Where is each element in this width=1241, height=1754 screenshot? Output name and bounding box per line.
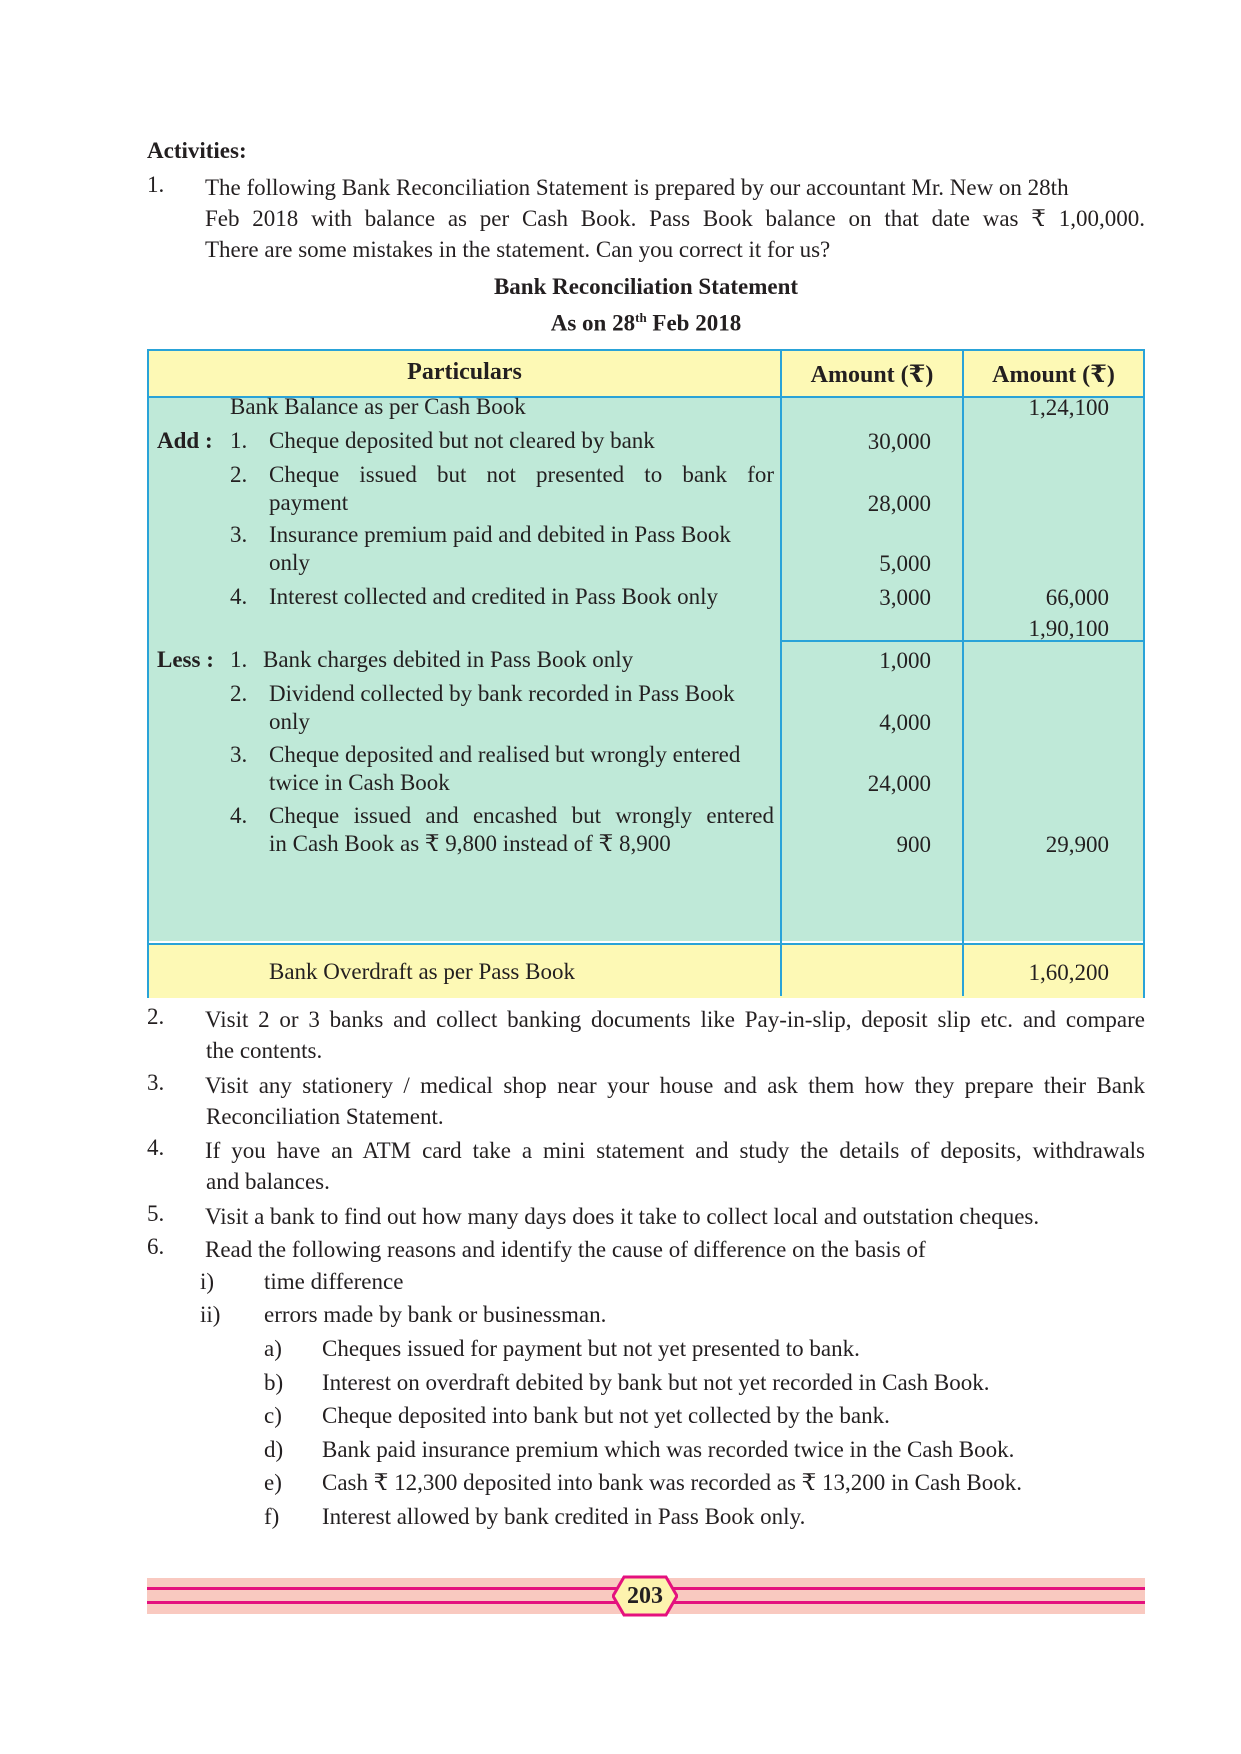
activity-1-line2: Feb 2018 with balance as per Cash Book. Pass Book balance on that date was ₹ 1,00,000. — [205, 206, 1145, 231]
add-item-3-number: 3. — [230, 522, 248, 547]
closing-balance-amount: 1,60,200 — [1028, 960, 1109, 985]
add-item-2-line2: payment — [269, 490, 349, 515]
closing-balance-label: Bank Overdraft as per Pass Book — [269, 959, 575, 984]
less-item-3-number: 3. — [230, 742, 248, 767]
activity-1-line3-wrap — [205, 234, 1145, 265]
add-item-2-amount: 28,000 — [867, 491, 931, 516]
reason-a-number: a) — [264, 1336, 282, 1361]
add-item-4-amount: 3,000 — [879, 585, 931, 610]
reason-e-number: e) — [264, 1470, 282, 1495]
add-item-3-line2: only — [269, 550, 310, 575]
activity-1-line1: The following Bank Reconciliation Statement is prepared by our accountant Mr. New on 28th — [205, 175, 1069, 200]
activity-4-line1: If you have an ATM card take a mini statement and study the details of deposits, withdrawals — [205, 1138, 1145, 1163]
less-item-2-number: 2. — [230, 681, 248, 706]
less-item-3-text: Cheque deposited and realised but wrongly entered — [269, 742, 741, 767]
date-prefix: As on 28 — [550, 310, 636, 336]
add-item-2-number: 2. — [230, 462, 248, 487]
less-total-amount: 29,900 — [1045, 832, 1109, 857]
basis-2-number: ii) — [200, 1302, 221, 1327]
header-particulars: Particulars — [407, 359, 522, 385]
activity-4-line2: and balances. — [206, 1169, 330, 1194]
basis-1-number: i) — [200, 1269, 215, 1294]
header-amount-2: Amount (₹) — [992, 362, 1115, 388]
reconciliation-table — [147, 349, 1145, 998]
activities-heading: Activities: — [147, 138, 247, 163]
reason-f-text: Interest allowed by bank credited in Pass Book only. — [322, 1504, 806, 1529]
activity-4-number: 4. — [147, 1135, 165, 1160]
less-label: Less : — [157, 647, 214, 672]
add-item-3-amount: 5,000 — [879, 551, 931, 576]
date-suffix: Feb 2018 — [646, 310, 742, 336]
reason-f-number: f) — [264, 1504, 280, 1529]
less-item-4-number: 4. — [230, 803, 248, 828]
add-item-4-number: 4. — [230, 584, 248, 609]
header-amount-1: Amount (₹) — [810, 362, 934, 388]
column-divider — [962, 351, 964, 996]
less-item-4-text: Cheque issued and encashed but wrongly entered — [269, 803, 774, 828]
add-item-2-text: Cheque issued but not presented to bank for — [269, 462, 774, 487]
reason-d-number: d) — [264, 1437, 284, 1462]
add-item-3-text: Insurance premium paid and debited in Pass Book — [269, 522, 731, 547]
statement-date — [147, 310, 1145, 337]
less-item-3-line2: twice in Cash Book — [269, 770, 450, 795]
reason-b-number: b) — [264, 1370, 284, 1395]
activity-1-number: 1. — [147, 172, 165, 197]
activity-3-line1: Visit any stationery / medical shop near your house and ask them how they prepare their Bank — [205, 1073, 1145, 1098]
activity-1-line3: There are some mistakes in the statement. Can you correct it for us? — [205, 237, 831, 262]
less-item-2-amount: 4,000 — [879, 710, 931, 735]
activity-2-line1: Visit 2 or 3 banks and collect banking documents like Pay-in-slip, deposit slip etc. and compare — [205, 1007, 1145, 1032]
less-item-1-amount: 1,000 — [879, 648, 931, 673]
add-label: Add : — [157, 428, 213, 453]
activity-3-line2: Reconciliation Statement. — [206, 1104, 444, 1129]
add-item-1-number: 1. — [230, 428, 248, 453]
reason-b-text: Interest on overdraft debited by bank but not yet recorded in Cash Book. — [322, 1370, 990, 1395]
less-item-2-line2: only — [269, 709, 310, 734]
activity-1-line2-wrap — [205, 203, 1145, 234]
activity-3-number: 3. — [147, 1070, 165, 1095]
reason-e-text: Cash ₹ 12,300 deposited into bank was recorded as ₹ 13,200 in Cash Book. — [322, 1470, 1023, 1495]
less-item-1-text: Bank charges debited in Pass Book only — [263, 647, 634, 672]
reason-a-text: Cheques issued for payment but not yet presented to bank. — [322, 1336, 860, 1361]
less-item-1-number: 1. — [230, 647, 248, 672]
activity-1-text — [205, 172, 1145, 203]
activity-6-number: 6. — [147, 1234, 165, 1259]
activity-2-line2: the contents. — [206, 1038, 323, 1063]
date-sup: th — [635, 310, 647, 325]
page-number: 203 — [627, 1583, 663, 1609]
less-item-2-text: Dividend collected by bank recorded in Pass Book — [269, 681, 735, 706]
opening-balance-label: Bank Balance as per Cash Book — [230, 394, 526, 419]
add-total-amount: 66,000 — [1045, 585, 1109, 610]
activity-2-number: 2. — [147, 1004, 165, 1029]
opening-balance-amount: 1,24,100 — [1028, 395, 1109, 420]
basis-1-text: time difference — [264, 1269, 404, 1294]
less-item-4-line2: in Cash Book as ₹ 9,800 instead of ₹ 8,900 — [269, 831, 671, 856]
less-item-3-amount: 24,000 — [867, 771, 931, 796]
less-item-4-amount: 900 — [896, 832, 931, 857]
activity-5-line1: Visit a bank to find out how many days does it take to collect local and outstation cheques. — [205, 1204, 1040, 1229]
basis-2-text: errors made by bank or businessman. — [264, 1302, 607, 1327]
statement-title: Bank Reconciliation Statement — [493, 274, 799, 299]
add-item-1-text: Cheque deposited but not cleared by bank — [269, 428, 655, 453]
subtotal-amount: 1,90,100 — [1028, 616, 1109, 641]
reason-c-number: c) — [264, 1403, 282, 1428]
add-item-1-amount: 30,000 — [867, 429, 931, 454]
reason-d-text: Bank paid insurance premium which was recorded twice in the Cash Book. — [322, 1437, 1015, 1462]
add-item-4-text: Interest collected and credited in Pass Book only — [269, 584, 719, 609]
activity-5-number: 5. — [147, 1201, 165, 1226]
reason-c-text: Cheque deposited into bank but not yet collected by the bank. — [322, 1403, 890, 1428]
activity-6-line1: Read the following reasons and identify the cause of difference on the basis of — [205, 1237, 926, 1262]
